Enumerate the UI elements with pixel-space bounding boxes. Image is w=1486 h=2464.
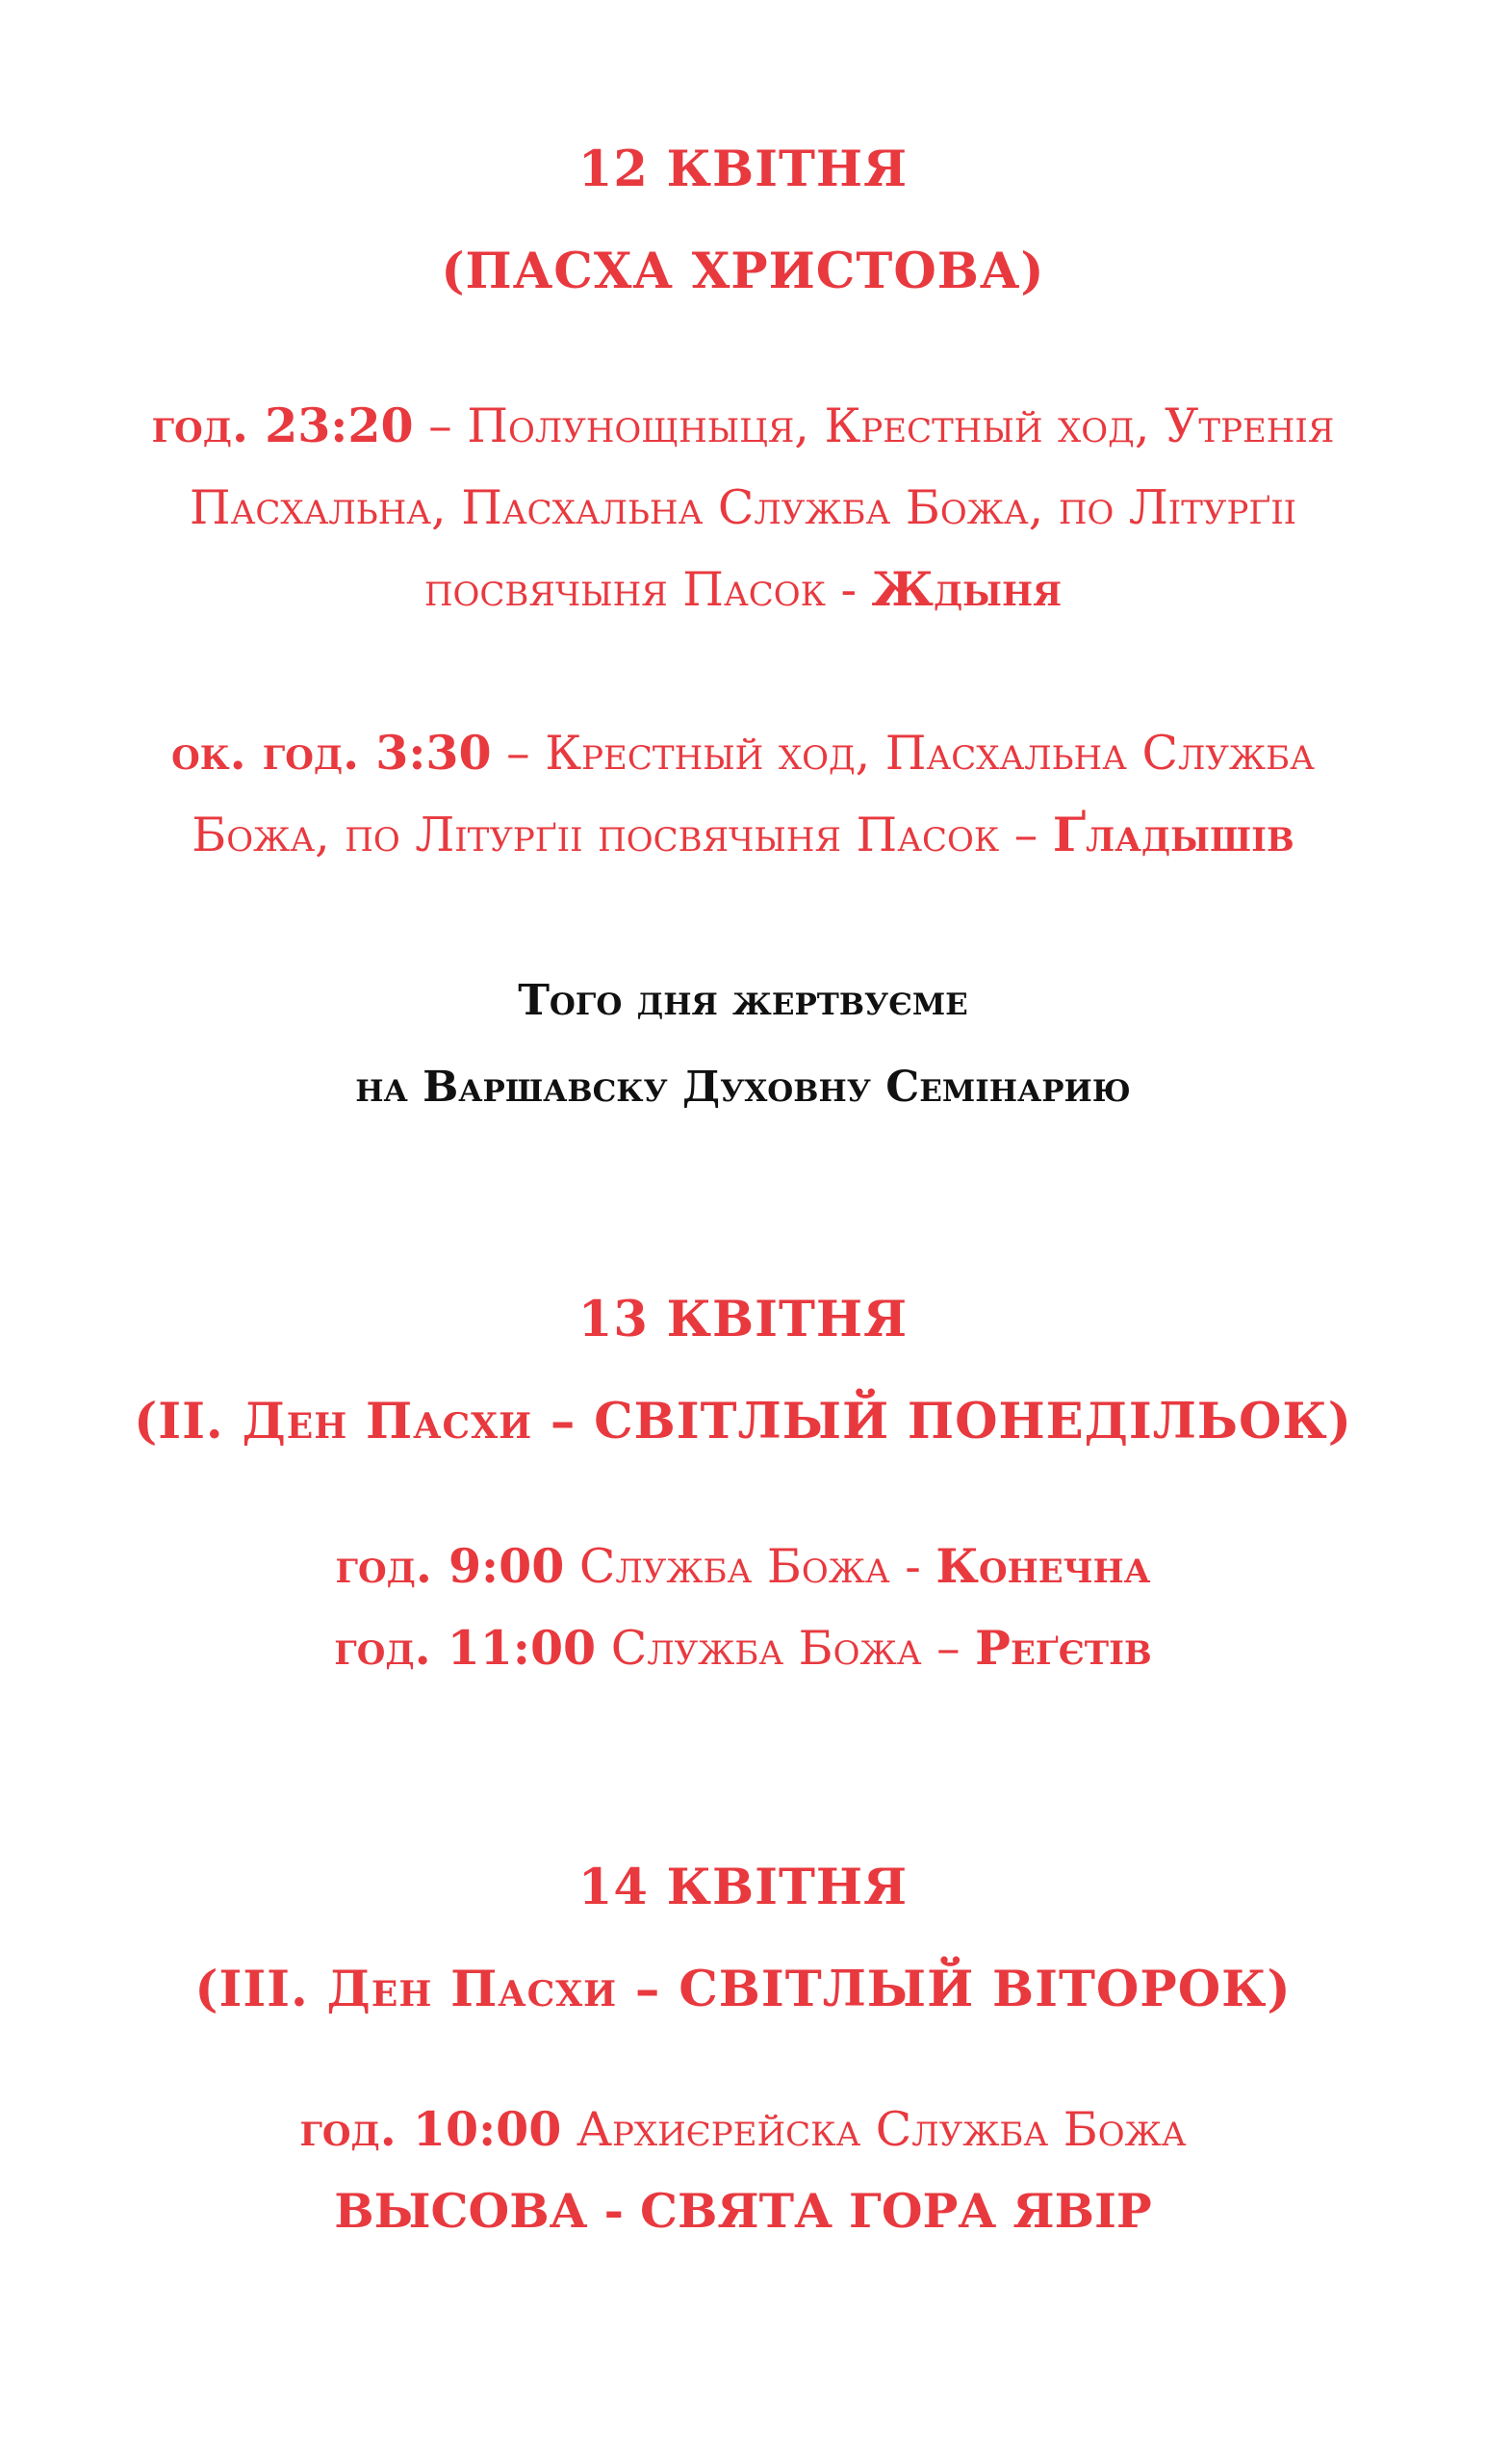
day2-feast-prefix: (ІІ. Ден Пасхи –: [134, 1393, 595, 1450]
service-text: Архиєрейска Служба Божа: [561, 2102, 1187, 2157]
day3-date: 14 КВІТНЯ: [577, 1859, 909, 1916]
day3-service-1: [58, 2089, 1428, 2170]
day1-header: [58, 118, 1428, 322]
day2-services: [58, 1526, 1428, 1689]
service-time: год. 9:00: [335, 1538, 565, 1594]
day2-service-2: [58, 1607, 1428, 1689]
day3-feast-name: СВІТЛЫЙ ВІТОРОК): [679, 1961, 1292, 2018]
note-line-2: на Варшавску Духовну Семінарию: [355, 1063, 1131, 1112]
day2-service-1: [58, 1526, 1428, 1607]
service-place: Ждыня: [871, 561, 1063, 617]
service-text: посвячыня Пасок -: [423, 562, 872, 617]
day3-header: [58, 1836, 1428, 2040]
day2-date: 13 КВІТНЯ: [577, 1291, 909, 1348]
service-text: Пасхальна, Пасхальна Служба Божа, по Літурґіі: [189, 480, 1297, 535]
service-time: год. 11:00: [334, 1620, 597, 1676]
service-time: год. 10:00: [299, 2101, 562, 2157]
service-place: Конечна: [935, 1538, 1151, 1594]
service-text: Служба Божа –: [596, 1621, 976, 1676]
day3-feast-prefix: (ІІІ. Ден Пасхи –: [194, 1961, 679, 2018]
service-text: – Крестный ход, Пасхальна Служба: [491, 726, 1315, 781]
service-time: ок. год. 3:30: [171, 725, 492, 781]
note-line-1: Того дня жертвуєме: [518, 976, 968, 1025]
service-place: ВЫСОВА - СВЯТА ГОРА ЯВІР: [334, 2183, 1152, 2239]
day1-service-1: [58, 385, 1428, 630]
day1-feast: (ПАСХА ХРИСТОВА): [441, 243, 1045, 300]
service-place: Реґєтів: [975, 1620, 1152, 1676]
day2-header: [58, 1269, 1428, 1473]
service-text: – Полунощныця, Крестный ход, Утренія: [413, 398, 1335, 453]
day3-services: [58, 2089, 1428, 2252]
day2-feast-name: СВІТЛЫЙ ПОНЕДІЛЬОК): [594, 1393, 1352, 1450]
service-text: Служба Божа -: [564, 1539, 936, 1594]
day1-date: 12 КВІТНЯ: [577, 141, 909, 198]
service-time: год. 23:20: [151, 398, 414, 453]
service-place: Ґладышів: [1052, 807, 1294, 862]
day1-service-2: [58, 712, 1428, 876]
donation-note: [58, 958, 1428, 1131]
service-text: Божа, по Літурґіі посвячыня Пасок –: [192, 808, 1053, 862]
